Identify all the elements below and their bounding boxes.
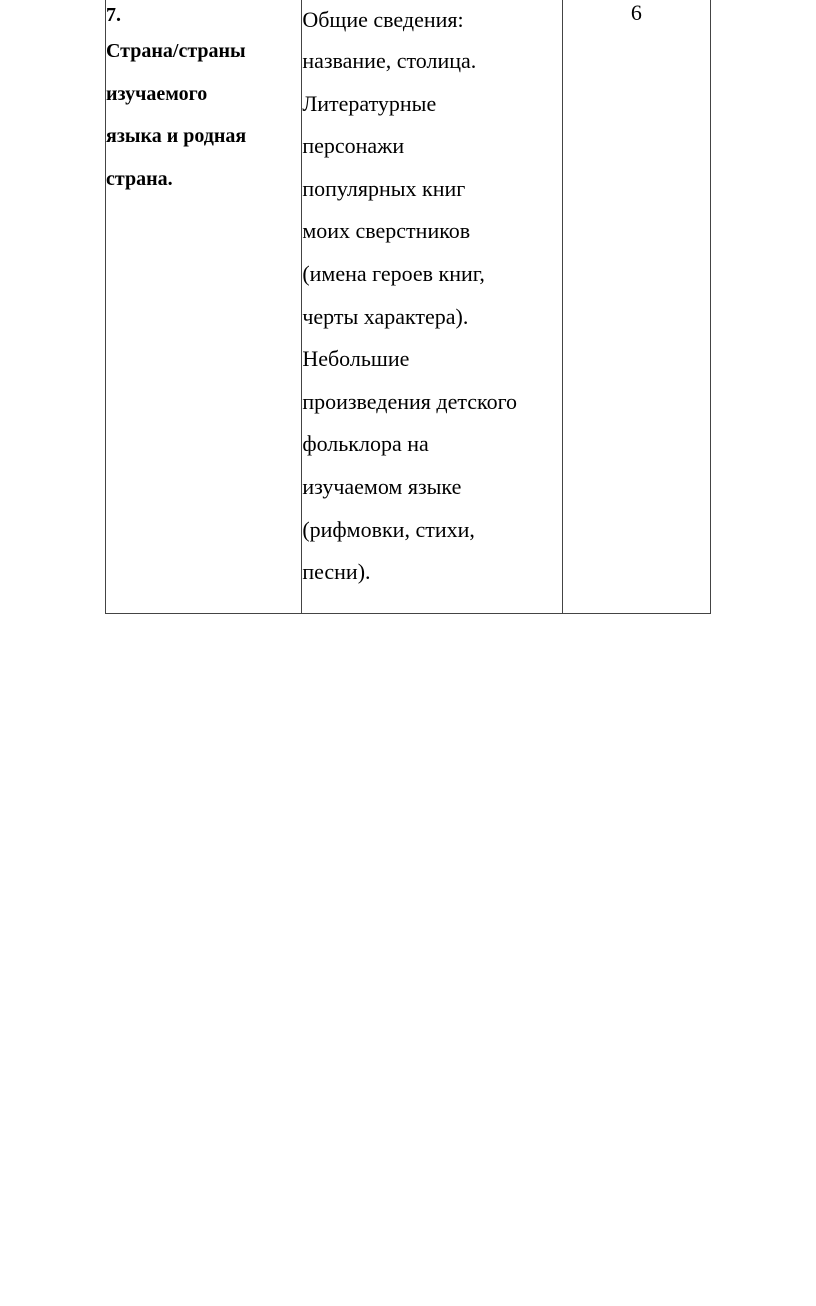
hours-cell: 6 (562, 0, 710, 614)
content-line: моих сверстников (302, 218, 471, 244)
content-line: название, столица. (302, 48, 477, 73)
content-line: изучаемом языке (302, 473, 462, 499)
content-line: (имена героев книг, (302, 260, 485, 286)
topic-title-line: страна. (106, 167, 173, 190)
content-line: Общие сведения: (302, 7, 464, 32)
content-cell (302, 0, 562, 614)
topic-title-line: изучаемого (106, 82, 208, 105)
content-line: (рифмовки, стихи, (302, 516, 475, 542)
topic-title-line: Страна/страны (106, 40, 246, 62)
topic-number: 7. (106, 4, 121, 26)
table-row (106, 0, 711, 614)
topic-title-line: языка и родная (106, 125, 247, 147)
content-line: произведения детского (302, 388, 518, 414)
content-line: популярных книг (302, 175, 466, 201)
curriculum-table (105, 0, 711, 614)
content-line: черты характера). (302, 303, 469, 329)
content-line: песни). (302, 559, 371, 585)
content-line: персонажи (302, 133, 405, 159)
content-line: Небольшие (302, 346, 410, 372)
content-line: Литературные (302, 90, 437, 116)
content-line: фольклора на (302, 431, 429, 457)
topic-cell (106, 0, 302, 614)
